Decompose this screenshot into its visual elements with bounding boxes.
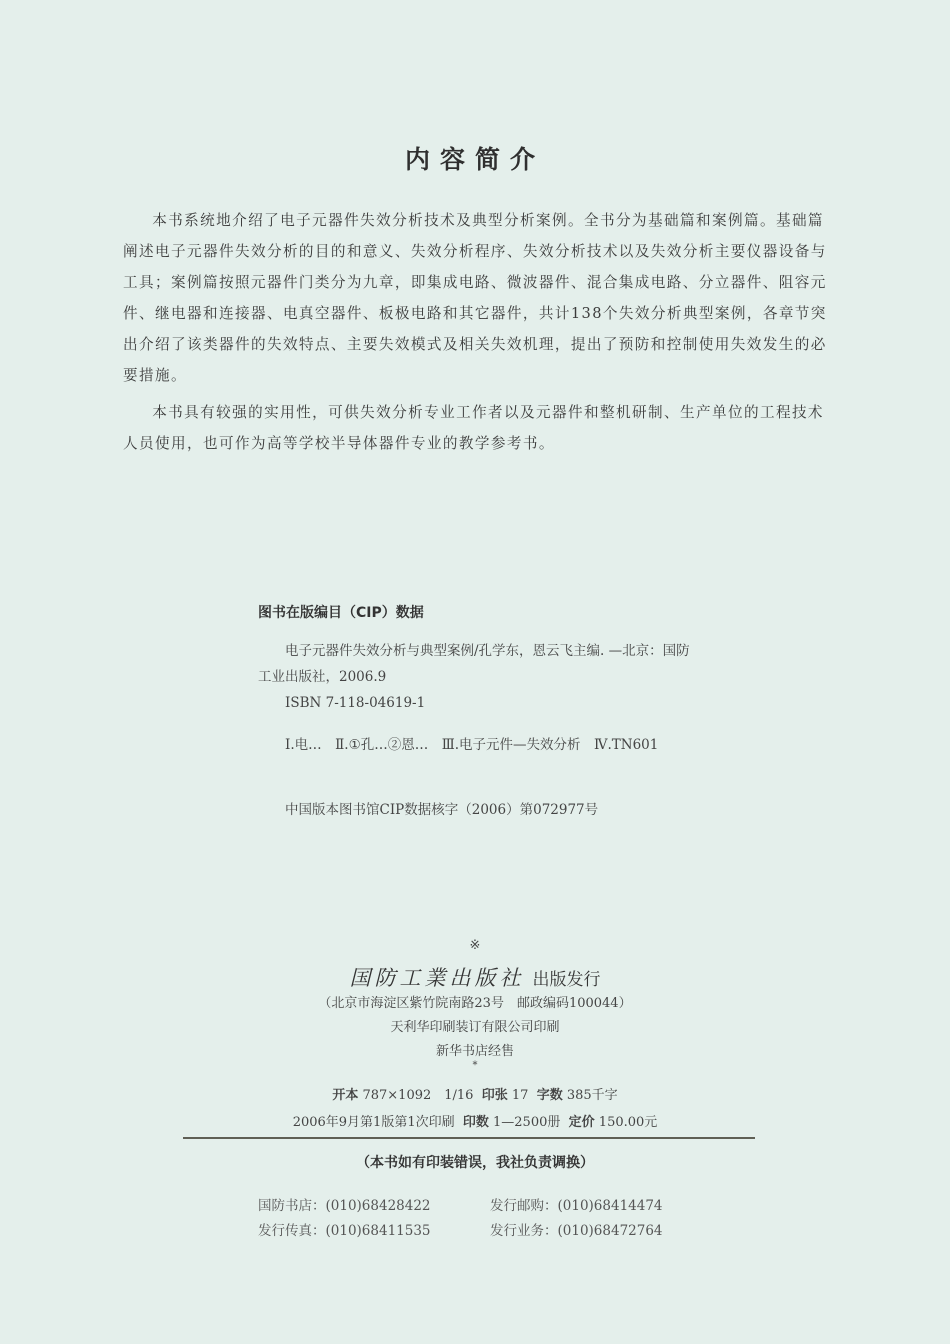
cip-classification-block	[258, 732, 698, 758]
cip-verification: 中国版本图书馆CIP数据核字（2006）第072977号	[285, 802, 599, 818]
dot-ornament: *	[472, 1060, 478, 1071]
contact-bookstore: 国防书店：(010)68428422	[258, 1198, 431, 1214]
format-label: 开本	[332, 1088, 359, 1103]
cip-classification: Ⅰ.电… Ⅱ.①孔…②恩… Ⅲ.电子元件—失效分析 Ⅳ.TN601	[285, 737, 659, 753]
format-line	[0, 1084, 950, 1103]
distributor-line: 新华书店经售	[435, 1044, 514, 1059]
edition-line	[0, 1111, 950, 1130]
words-value: 385千字	[566, 1088, 618, 1103]
cip-entry-block	[258, 638, 698, 716]
words-label: 字数	[536, 1088, 563, 1103]
replacement-notice: （本书如有印装错误，我社负责调换）	[356, 1155, 594, 1171]
summary-paragraph: 本书具有较强的实用性，可供失效分析专业工作者以及元器件和整机研制、生产单位的工程技术人员使用，也可作为高等学校半导体器件专业的教学参考书。	[123, 404, 824, 452]
print-run-value: 1—2500册	[493, 1115, 561, 1130]
cip-verification-block	[258, 797, 698, 823]
publisher-address: （北京市海淀区紫竹院南路23号 邮政编码100044）	[318, 996, 632, 1011]
sheets-value: 17	[511, 1088, 529, 1103]
contact-fax: 发行传真：(010)68411535	[258, 1223, 431, 1239]
cip-isbn: ISBN 7-118-04619-1	[285, 695, 426, 711]
cip-entry: 电子元器件失效分析与典型案例/孔学东，恩云飞主编. —北京：国防工业出版社，2006.9	[258, 643, 690, 685]
price-label: 定价	[568, 1115, 595, 1130]
publisher-line	[0, 962, 950, 992]
publisher-logo: 国防工業出版社	[349, 966, 525, 990]
cip-heading: 图书在版编目（CIP）数据	[258, 605, 424, 621]
contact-business: 发行业务：(010)68472764	[490, 1223, 663, 1239]
summary-text	[123, 205, 833, 459]
format-value: 787×1092 1/16	[362, 1088, 474, 1103]
summary-paragraph: 本书系统地介绍了电子元器件失效分析技术及典型分析案例。全书分为基础篇和案例篇。基础篇阐述电子元器件失效分析的目的和意义、失效分析程序、失效分析技术以及失效分析主要仪器设备与工具；案例篇按照元器件门类分为九章，即集成电路、微波器件、混合集成电路、分立器件、阻容元件、继电器和连接器、电真空器件、板极电路和其它器件，共计138个失效分析典型案例，各章节突出介绍了该类器件的失效特点、主要失效模式及相关失效机理，提出了预防和控制使用失效发生的必要措施。	[123, 212, 827, 384]
contact-mail-order: 发行邮购：(010)68414474	[490, 1198, 663, 1214]
divider	[183, 1137, 755, 1139]
edition-text: 2006年9月第1版第1次印刷	[292, 1115, 455, 1130]
print-run-label: 印数	[462, 1115, 489, 1130]
publisher-suffix: 出版发行	[532, 970, 601, 990]
star-ornament: ※	[469, 938, 481, 953]
sheets-label: 印张	[481, 1088, 508, 1103]
printer-line: 天利华印刷装订有限公司印刷	[390, 1020, 560, 1035]
page-title: 内容简介	[404, 145, 545, 174]
price-value: 150.00元	[598, 1115, 658, 1130]
